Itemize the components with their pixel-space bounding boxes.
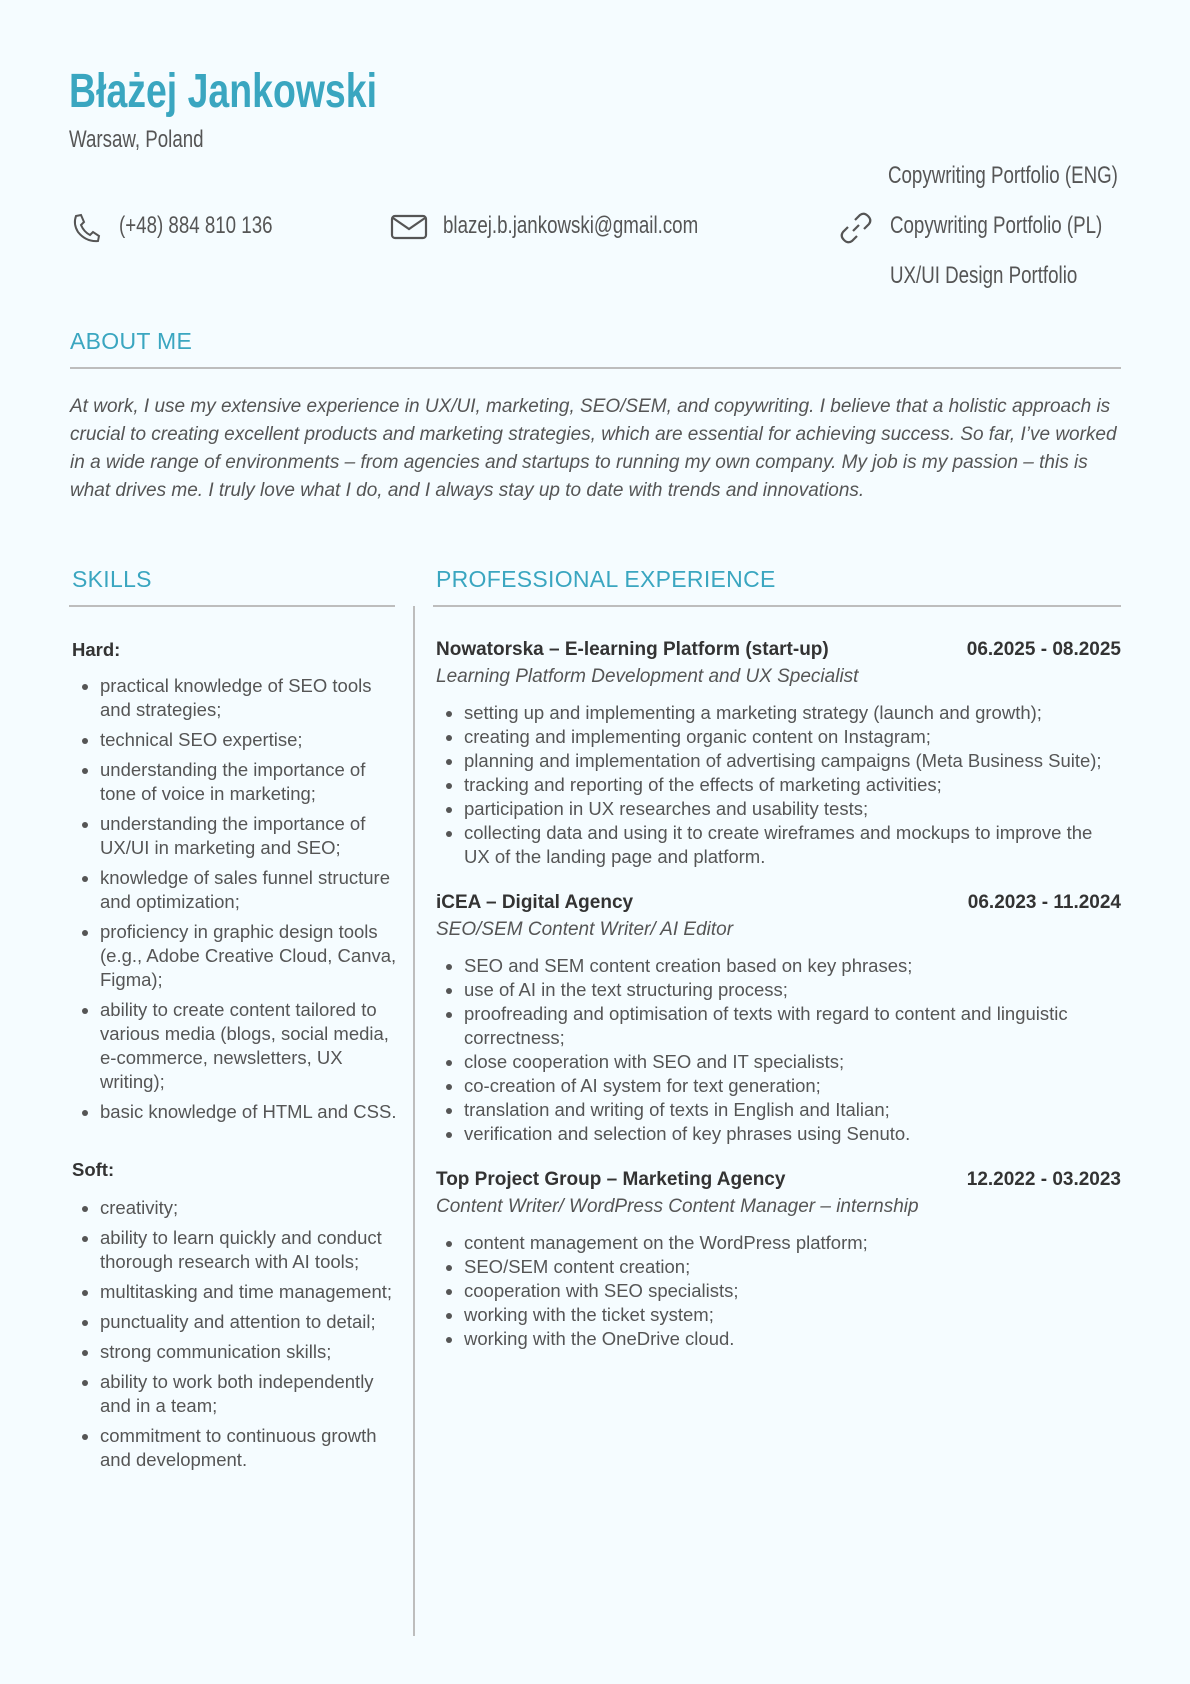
list-item: • use of AI in the text structuring process;: [464, 978, 1121, 1002]
ux-portfolio-link[interactable]: UX/UI Design Portfolio: [890, 262, 1078, 289]
about-heading: ABOUT ME: [70, 328, 193, 354]
soft-skills-list: [72, 1196, 402, 1472]
job-header: [436, 1168, 1121, 1192]
list-item: • practical knowledge of SEO tools and strategies;: [100, 674, 402, 722]
portfolio-link-eng[interactable]: Copywriting Portfolio (ENG): [888, 162, 1118, 189]
job-dates: 06.2023 - 11.2024: [967, 892, 1121, 913]
list-item: • technical SEO expertise;: [100, 728, 402, 752]
job-header: [436, 891, 1121, 915]
list-item: • multitasking and time management;: [100, 1280, 402, 1304]
column-divider: [413, 606, 415, 1636]
list-item: • collecting data and using it to create wireframes and mockups to improve the UX of the landing page and platform.: [464, 821, 1121, 869]
skills-column: [72, 638, 402, 1478]
list-item: • tracking and reporting of the effects of marketing activities;: [464, 773, 1121, 797]
job-duties: [436, 954, 1121, 1146]
list-item: • creativity;: [100, 1196, 402, 1220]
phone-icon: [70, 212, 102, 244]
list-item: • creating and implementing organic content on Instagram;: [464, 725, 1121, 749]
list-item: • verification and selection of key phrases using Senuto.: [464, 1122, 1121, 1146]
list-item: • close cooperation with SEO and IT specialists;: [464, 1050, 1121, 1074]
divider: [70, 367, 1121, 369]
divider: [69, 605, 395, 607]
list-item: • setting up and implementing a marketing strategy (launch and growth);: [464, 701, 1121, 725]
email-address[interactable]: blazej.b.jankowski@gmail.com: [443, 212, 699, 239]
list-item: • co-creation of AI system for text generation;: [464, 1074, 1121, 1098]
job-entry: [436, 891, 1121, 1146]
job-dates: 12.2022 - 03.2023: [966, 1169, 1121, 1190]
list-item: • punctuality and attention to detail;: [100, 1310, 402, 1334]
list-item: • SEO/SEM content creation;: [464, 1255, 1121, 1279]
list-item: • working with the OneDrive cloud.: [464, 1327, 1121, 1351]
list-item: • basic knowledge of HTML and CSS.: [100, 1100, 402, 1124]
company-name: Top Project Group – Marketing Agency: [436, 1169, 786, 1190]
hard-skills-list: [72, 674, 402, 1124]
list-item: • participation in UX researches and usability tests;: [464, 797, 1121, 821]
list-item: • proofreading and optimisation of texts with regard to content and linguistic correctness;: [464, 1002, 1121, 1050]
list-item: • cooperation with SEO specialists;: [464, 1279, 1121, 1303]
job-header: [436, 638, 1121, 662]
list-item: • ability to create content tailored to various media (blogs, social media, e-commerce, newsletters, UX writing);: [100, 998, 402, 1094]
list-item: • ability to work both independently and in a team;: [100, 1370, 402, 1418]
divider: [433, 605, 1121, 607]
candidate-name: Błażej Jankowski: [69, 65, 377, 118]
job-dates: 06.2025 - 08.2025: [966, 639, 1121, 660]
job-entry: [436, 638, 1121, 869]
job-entry: [436, 1168, 1121, 1351]
envelope-icon: [390, 213, 428, 241]
list-item: • commitment to continuous growth and development.: [100, 1424, 402, 1472]
list-item: • proficiency in graphic design tools (e.g., Adobe Creative Cloud, Canva, Figma);: [100, 920, 402, 992]
list-item: • understanding the importance of UX/UI in marketing and SEO;: [100, 812, 402, 860]
list-item: • translation and writing of texts in English and Italian;: [464, 1098, 1121, 1122]
list-item: • working with the ticket system;: [464, 1303, 1121, 1327]
hard-skills-label: Hard:: [72, 639, 121, 660]
experience-column: [436, 638, 1121, 1373]
job-role: SEO/SEM Content Writer/ AI Editor: [436, 919, 734, 940]
job-duties: [436, 701, 1121, 869]
list-item: • ability to learn quickly and conduct thorough research with AI tools;: [100, 1226, 402, 1274]
company-name: Nowatorska – E-learning Platform (start-up): [436, 639, 829, 660]
list-item: • understanding the importance of tone of voice in marketing;: [100, 758, 402, 806]
location: Warsaw, Poland: [69, 126, 204, 153]
list-item: • SEO and SEM content creation based on key phrases;: [464, 954, 1121, 978]
list-item: • content management on the WordPress platform;: [464, 1231, 1121, 1255]
job-role: Content Writer/ WordPress Content Manager – internship: [436, 1196, 919, 1217]
phone-number[interactable]: (+48) 884 810 136: [119, 212, 273, 239]
job-role: Learning Platform Development and UX Specialist: [436, 666, 859, 687]
list-item: • planning and implementation of advertising campaigns (Meta Business Suite);: [464, 749, 1121, 773]
about-text: At work, I use my extensive experience in UX/UI, marketing, SEO/SEM, and copywriting. I believe that a holistic approach is crucial to creating excellent products and marketing strategies, which are essential for achieving success. So far, I’ve worked in a wide range of environments – from agencies and startups to running my own company. My job is my passion – this is what drives me. I truly love what I do, and I always stay up to date with trends and innovations.: [70, 396, 1117, 501]
soft-skills-label: Soft:: [72, 1159, 115, 1180]
experience-heading: PROFESSIONAL EXPERIENCE: [436, 566, 776, 592]
job-duties: [436, 1231, 1121, 1351]
list-item: • knowledge of sales funnel structure and optimization;: [100, 866, 402, 914]
link-icon: [838, 210, 874, 246]
portfolio-link-pl[interactable]: Copywriting Portfolio (PL): [890, 212, 1103, 239]
skills-heading: SKILLS: [72, 566, 152, 592]
company-name: iCEA – Digital Agency: [436, 892, 634, 913]
list-item: • strong communication skills;: [100, 1340, 402, 1364]
